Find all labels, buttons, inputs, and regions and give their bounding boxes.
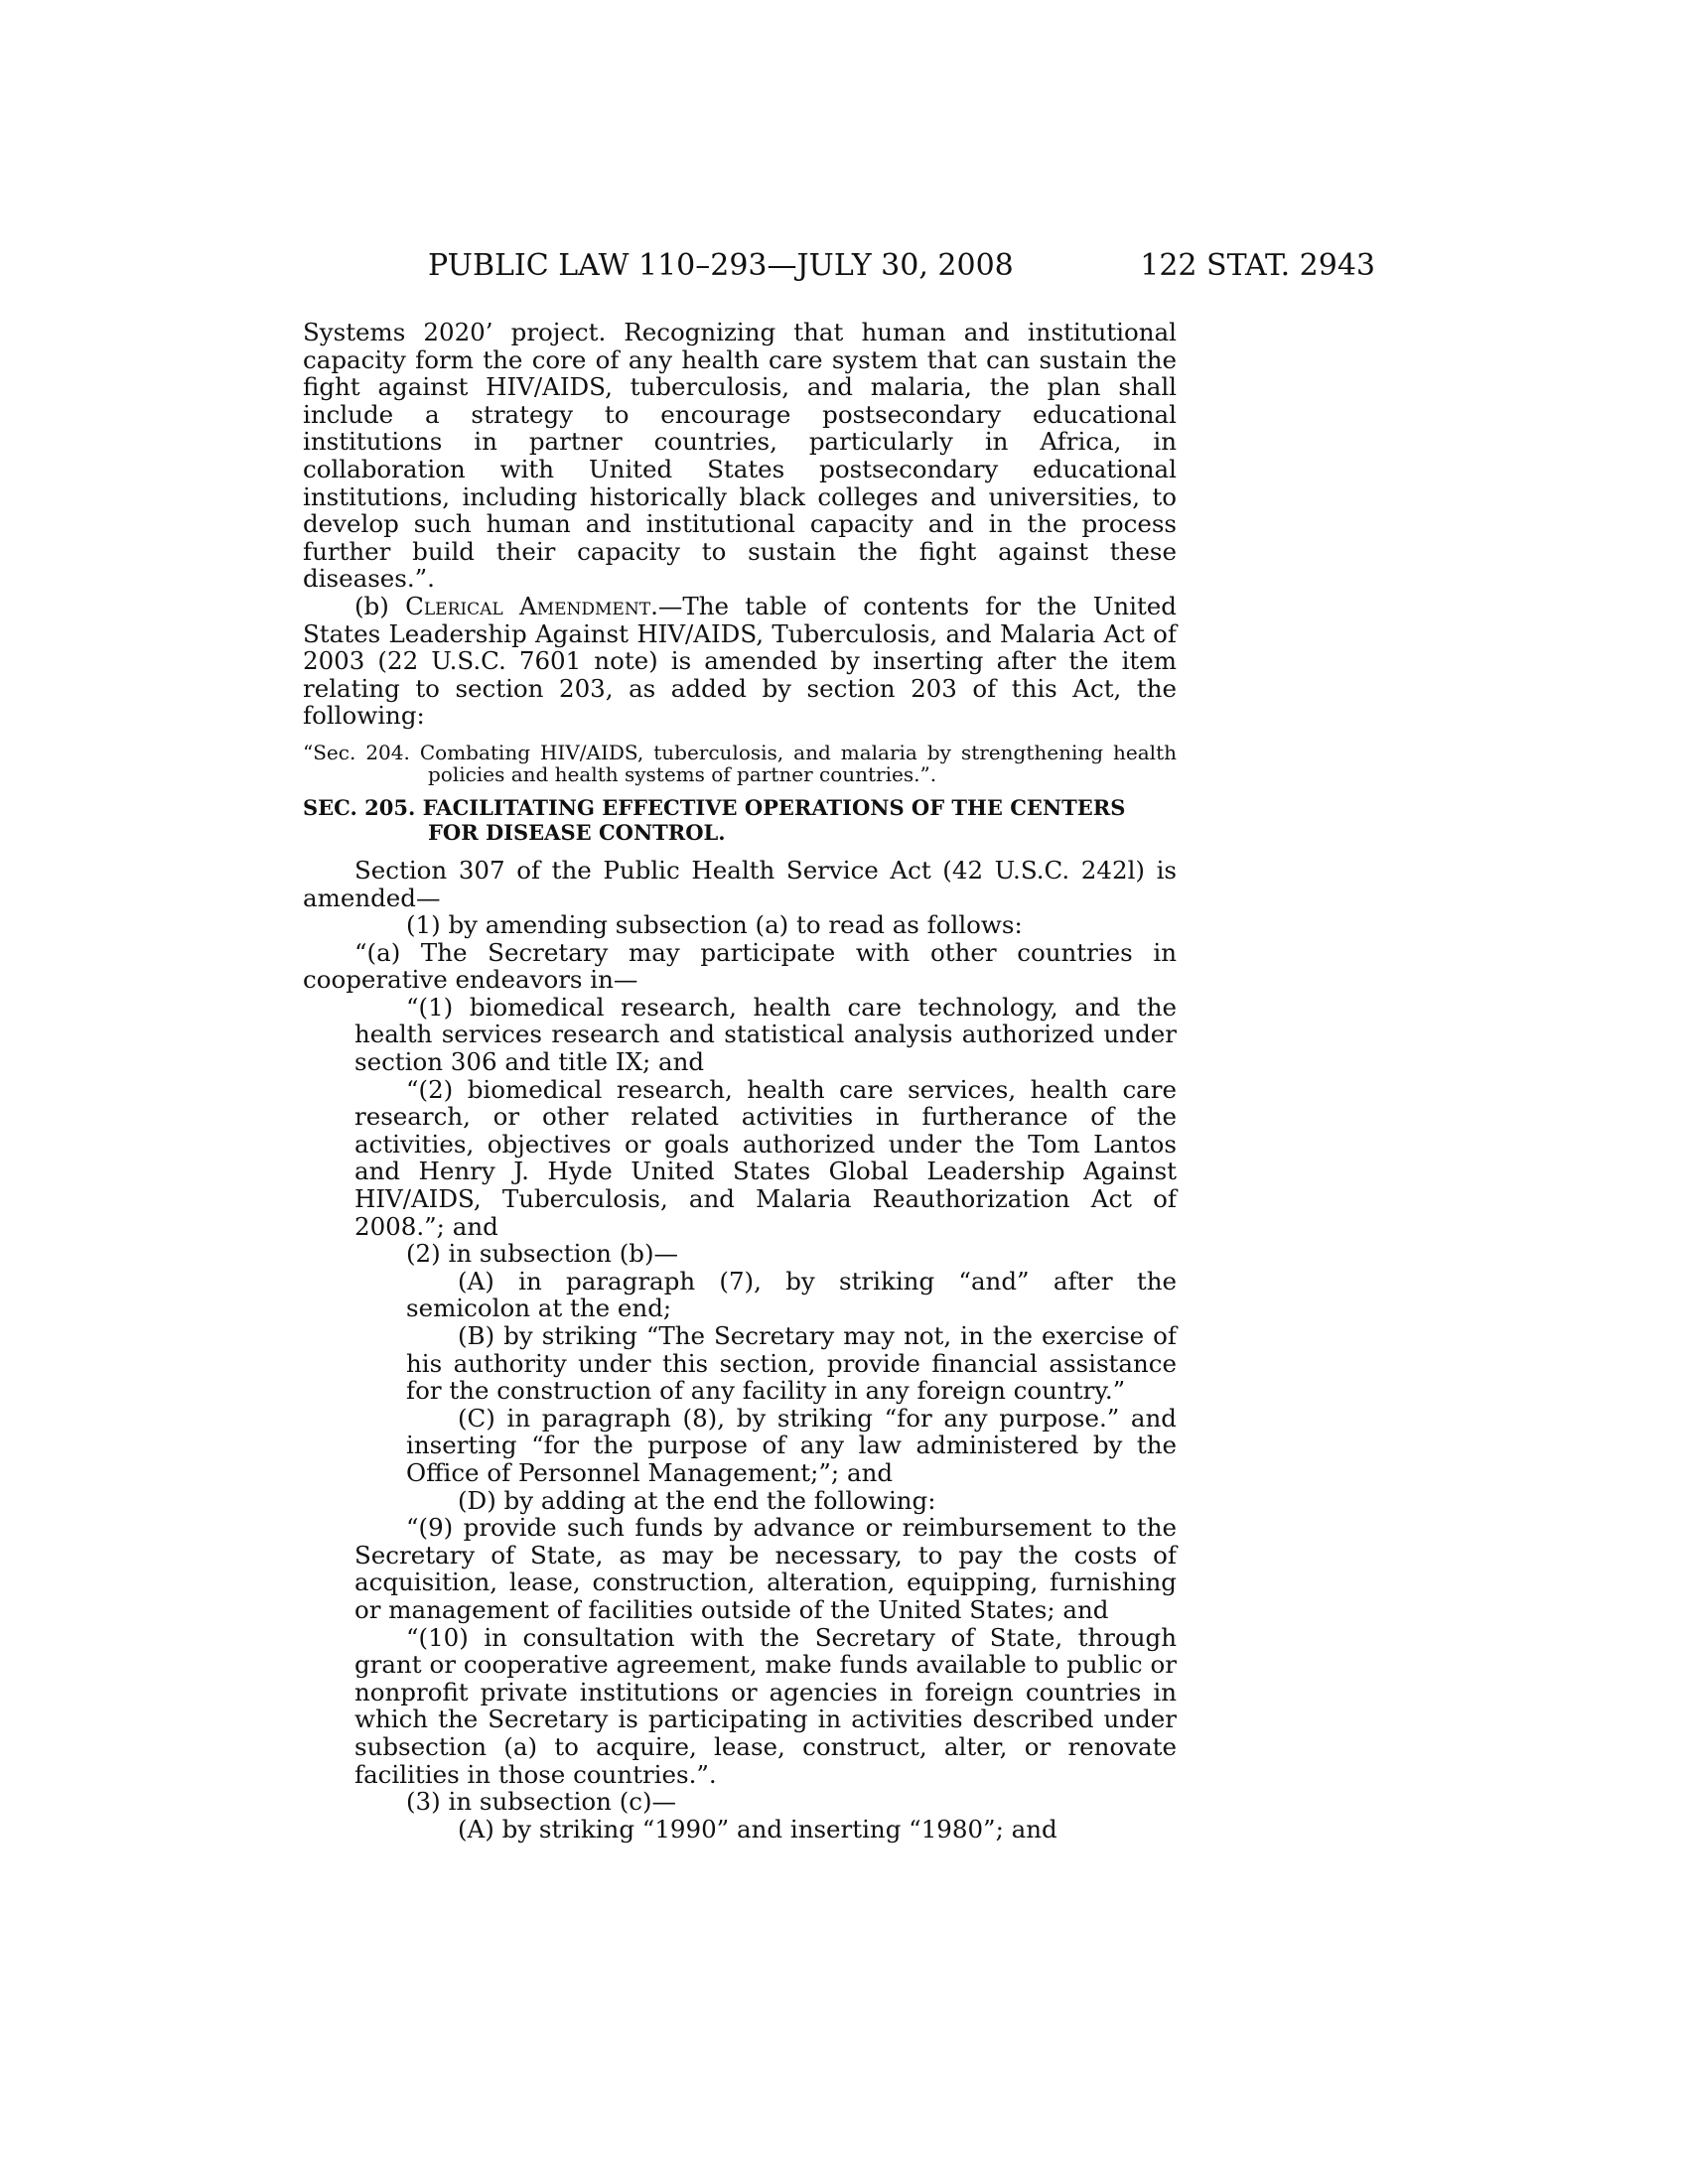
paragraph: Section 307 of the Public Health Service Act (42 U.S.C. 242l) is amended— (303, 855, 1177, 912)
paragraph: (2) in subsection (b)— (406, 1239, 679, 1269)
statute-page-number: 122 STAT. 2943 (1140, 248, 1375, 283)
subsection-heading: Clerical Amendment (405, 591, 651, 620)
subsection-label: (b) (354, 591, 406, 620)
paragraph: (1) by amending subsection (a) to read as follows: (406, 910, 1023, 940)
paragraph: “(2) biomedical research, health care services, health care research, or other related activities in furtherance of the activities, objectives or goals authorized under the Tom Lantos and Henry J. Hyde United States Global Leadership Against HIV/AIDS, Tuberculosis, and Malaria Reauthorization Act of 2008.”; and (354, 1074, 1177, 1241)
paragraph: (A) by striking “1990” and inserting “1980”; and (458, 1814, 1057, 1843)
paragraph: (B) by striking “The Secretary may not, in the exercise of his authority under this section, provide financial assistance for the construction of any facility in any foreign country.” (406, 1321, 1177, 1406)
paragraph: “(10) in consultation with the Secretary of State, through grant or cooperative agreement, make funds available to public or nonprofit private institutions or agencies in foreign countries in which the Secretary is participating in activities described under subsection (a) to acquire, lease, construct, alter, or renovate facilities in those countries.”. (354, 1622, 1177, 1789)
paragraph-continuation: Systems 2020’ project. Recognizing that human and institutional capacity form the core of any health care system that can sustain the fight against HIV/AIDS, tuberculosis, and malaria, the plan shall include a strategy to encourage postsecondary educational institutions in partner countries, particularly in Africa, in collaboration with United States postsecondary educational institutions, including historically black colleges and universities, to develop such human and institutional capacity and in the process further build their capacity to sustain the fight against these diseases.”. (303, 318, 1177, 594)
page-header (303, 248, 1375, 288)
paragraph-clerical-amendment (303, 593, 1177, 730)
paragraph: (D) by adding at the end the following: (458, 1485, 936, 1515)
running-title: PUBLIC LAW 110–293—JULY 30, 2008 (428, 248, 1014, 283)
paragraph: “(9) provide such funds by advance or reimbursement to the Secretary of State, as may be necessary, to pay the costs of acquisition, lease, construction, alteration, equipping, furnishing or management of facilities outside of the United States; and (354, 1513, 1177, 1624)
paragraph: (A) in paragraph (7), by striking “and” after the semicolon at the end; (406, 1266, 1177, 1323)
table-of-contents-entry: “Sec. 204. Combating HIV/AIDS, tuberculosis, and malaria by strengthening health policies and health systems of partner countries.”. (303, 740, 1177, 786)
paragraph: (3) in subsection (c)— (406, 1787, 677, 1817)
subsection-text: .—The table of contents for the United States Leadership Against HIV/AIDS, Tuberculosis, and Malaria Act of 2003 (22 U.S.C. 7601 note) is amended by inserting after the item relating to section 203, as added by section 203 of this Act, the following: (303, 591, 1177, 731)
paragraph: “(1) biomedical research, health care technology, and the health services research and statistical analysis authorized under section 306 and title IX; and (354, 992, 1177, 1077)
paragraph: “(a) The Secretary may participate with other countries in cooperative endeavors in— (303, 937, 1177, 995)
document-body (303, 319, 1177, 1843)
section-heading: SEC. 205. FACILITATING EFFECTIVE OPERATIONS OF THE CENTERS FOR DISEASE CONTROL. (303, 794, 1126, 845)
paragraph: (C) in paragraph (8), by striking “for any purpose.” and inserting “for the purpose of any law administered by the Office of Personnel Management;”; and (406, 1403, 1177, 1487)
